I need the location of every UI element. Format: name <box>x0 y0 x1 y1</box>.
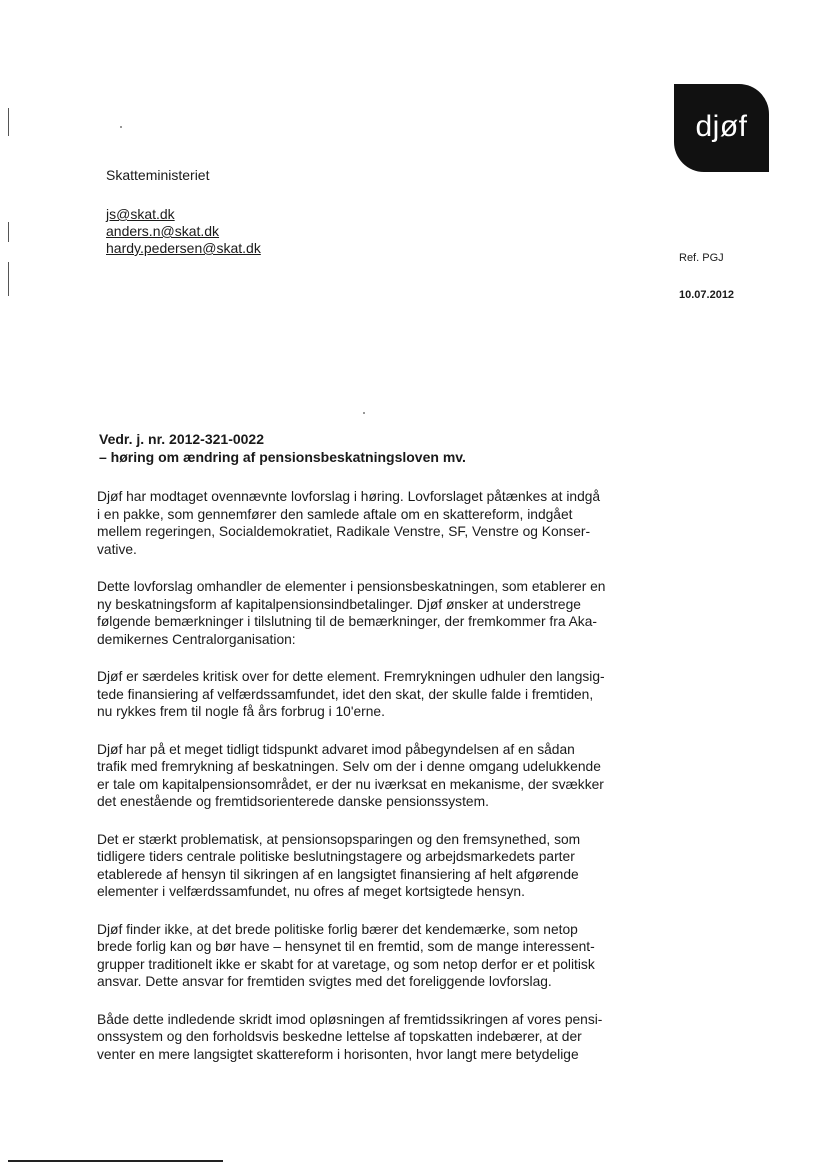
paragraph-line: mellem regeringen, Socialdemokratiet, Radikale Venstre, SF, Venstre og Konser- <box>97 524 591 539</box>
paragraph-line: Dette lovforslag omhandler de elementer i pensionsbeskatningen, som etablerer en <box>97 579 606 594</box>
scan-speck <box>363 412 365 414</box>
paragraph-line: vative. <box>97 541 137 557</box>
body-paragraph <box>97 668 617 721</box>
email-link[interactable]: hardy.pedersen@skat.dk <box>106 240 261 256</box>
subject-heading <box>99 430 466 466</box>
paragraph-line: ny beskatningsform af kapitalpensionsindbetalinger. Djøf ønsker at understrege <box>97 596 581 612</box>
paragraph-line: elementer i velfærdssamfundet, nu ofres af meget kortsigtede hensyn. <box>97 884 525 899</box>
paragraph-line: i en pakke, som gennemfører den samlede aftale om en skattereform, indgået <box>97 506 573 522</box>
margin-mark <box>8 262 9 296</box>
paragraph-line: trafik med fremrykning af beskatningen. Selv om der i denne omgang udelukkende <box>97 759 601 774</box>
recipient-emails <box>106 206 261 257</box>
margin-mark <box>8 108 9 136</box>
footer-rule <box>8 1160 223 1162</box>
paragraph-line: Djøf har på et meget tidligt tidspunkt advaret imod påbegyndelsen af en sådan <box>97 741 575 757</box>
subject-line: Vedr. j. nr. 2012-321-0022 <box>99 431 265 447</box>
letter-date: 10.07.2012 <box>679 289 735 301</box>
paragraph-line: Djøf har modtaget ovennævnte lovforslag i høring. Lovforslaget påtænkes at indgå <box>97 489 601 504</box>
body-paragraph <box>97 578 617 648</box>
body-paragraph <box>97 831 617 901</box>
paragraph-line: er tale om kapitalpensionsområdet, er der nu iværksat en mekanisme, der svækker <box>97 776 604 792</box>
paragraph-line: Djøf finder ikke, at det brede politiske forlig bærer det kendemærke, som netop <box>97 921 578 937</box>
body-paragraph <box>97 1011 617 1064</box>
paragraph-line: tede finansiering af velfærdssamfundet, idet den skat, der skulle falde i fremtiden, <box>97 686 594 702</box>
paragraph-line: ansvar. Dette ansvar for fremtiden svigtes med det foreliggende lovforslag. <box>97 974 552 989</box>
paragraph-line: grupper traditionelt ikke er skabt for at varetage, og som netop derfor er et politisk <box>97 956 595 972</box>
paragraph-line: tidligere tiders centrale politiske beslutningstagere og arbejdsmarkedets parter <box>97 849 575 864</box>
djof-logo <box>674 84 769 172</box>
logo-text: djøf <box>695 110 748 143</box>
paragraph-line: etablerede af hensyn til sikringen af en langsigtet finansiering af helt afgørende <box>97 866 579 882</box>
email-link[interactable]: anders.n@skat.dk <box>106 223 220 239</box>
body-paragraph <box>97 921 617 991</box>
paragraph-line: brede forlig kan og bør have – hensynet til en fremtid, som de mange interessent- <box>97 939 595 954</box>
paragraph-line: nu rykkes frem til nogle få års forbrug i 10'erne. <box>97 704 385 719</box>
paragraph-line: venter en mere langsigtet skattereform i horisonten, hvor langt mere betydelige <box>97 1046 579 1062</box>
scan-speck <box>120 126 122 128</box>
paragraph-line: det enestående og fremtidsorienterede danske pensionssystem. <box>97 794 489 809</box>
subject-line: – høring om ændring af pensionsbeskatningsloven mv. <box>99 449 466 465</box>
paragraph-line: onssystem og den forholdsvis beskedne lettelse af topskatten indebærer, at der <box>97 1029 582 1044</box>
reference: Ref. PGJ <box>679 252 724 264</box>
paragraph-line: Det er stærkt problematisk, at pensionsopsparingen og den fremsynethed, som <box>97 831 581 847</box>
paragraph-line: Djøf er særdeles kritisk over for dette element. Fremrykningen udhuler den langsig- <box>97 669 605 684</box>
email-link[interactable]: js@skat.dk <box>106 206 175 222</box>
paragraph-line: følgende bemærkninger i tilslutning til de bemærkninger, der fremkommer fra Aka- <box>97 614 597 629</box>
recipient-name: Skatteministeriet <box>106 167 210 183</box>
paragraph-line: Både dette indledende skridt imod opløsningen af fremtidssikringen af vores pensi- <box>97 1011 603 1027</box>
paragraph-line: demikernes Centralorganisation: <box>97 631 296 647</box>
margin-mark <box>8 222 9 242</box>
letter-body <box>97 488 617 1083</box>
body-paragraph <box>97 741 617 811</box>
body-paragraph <box>97 488 617 558</box>
